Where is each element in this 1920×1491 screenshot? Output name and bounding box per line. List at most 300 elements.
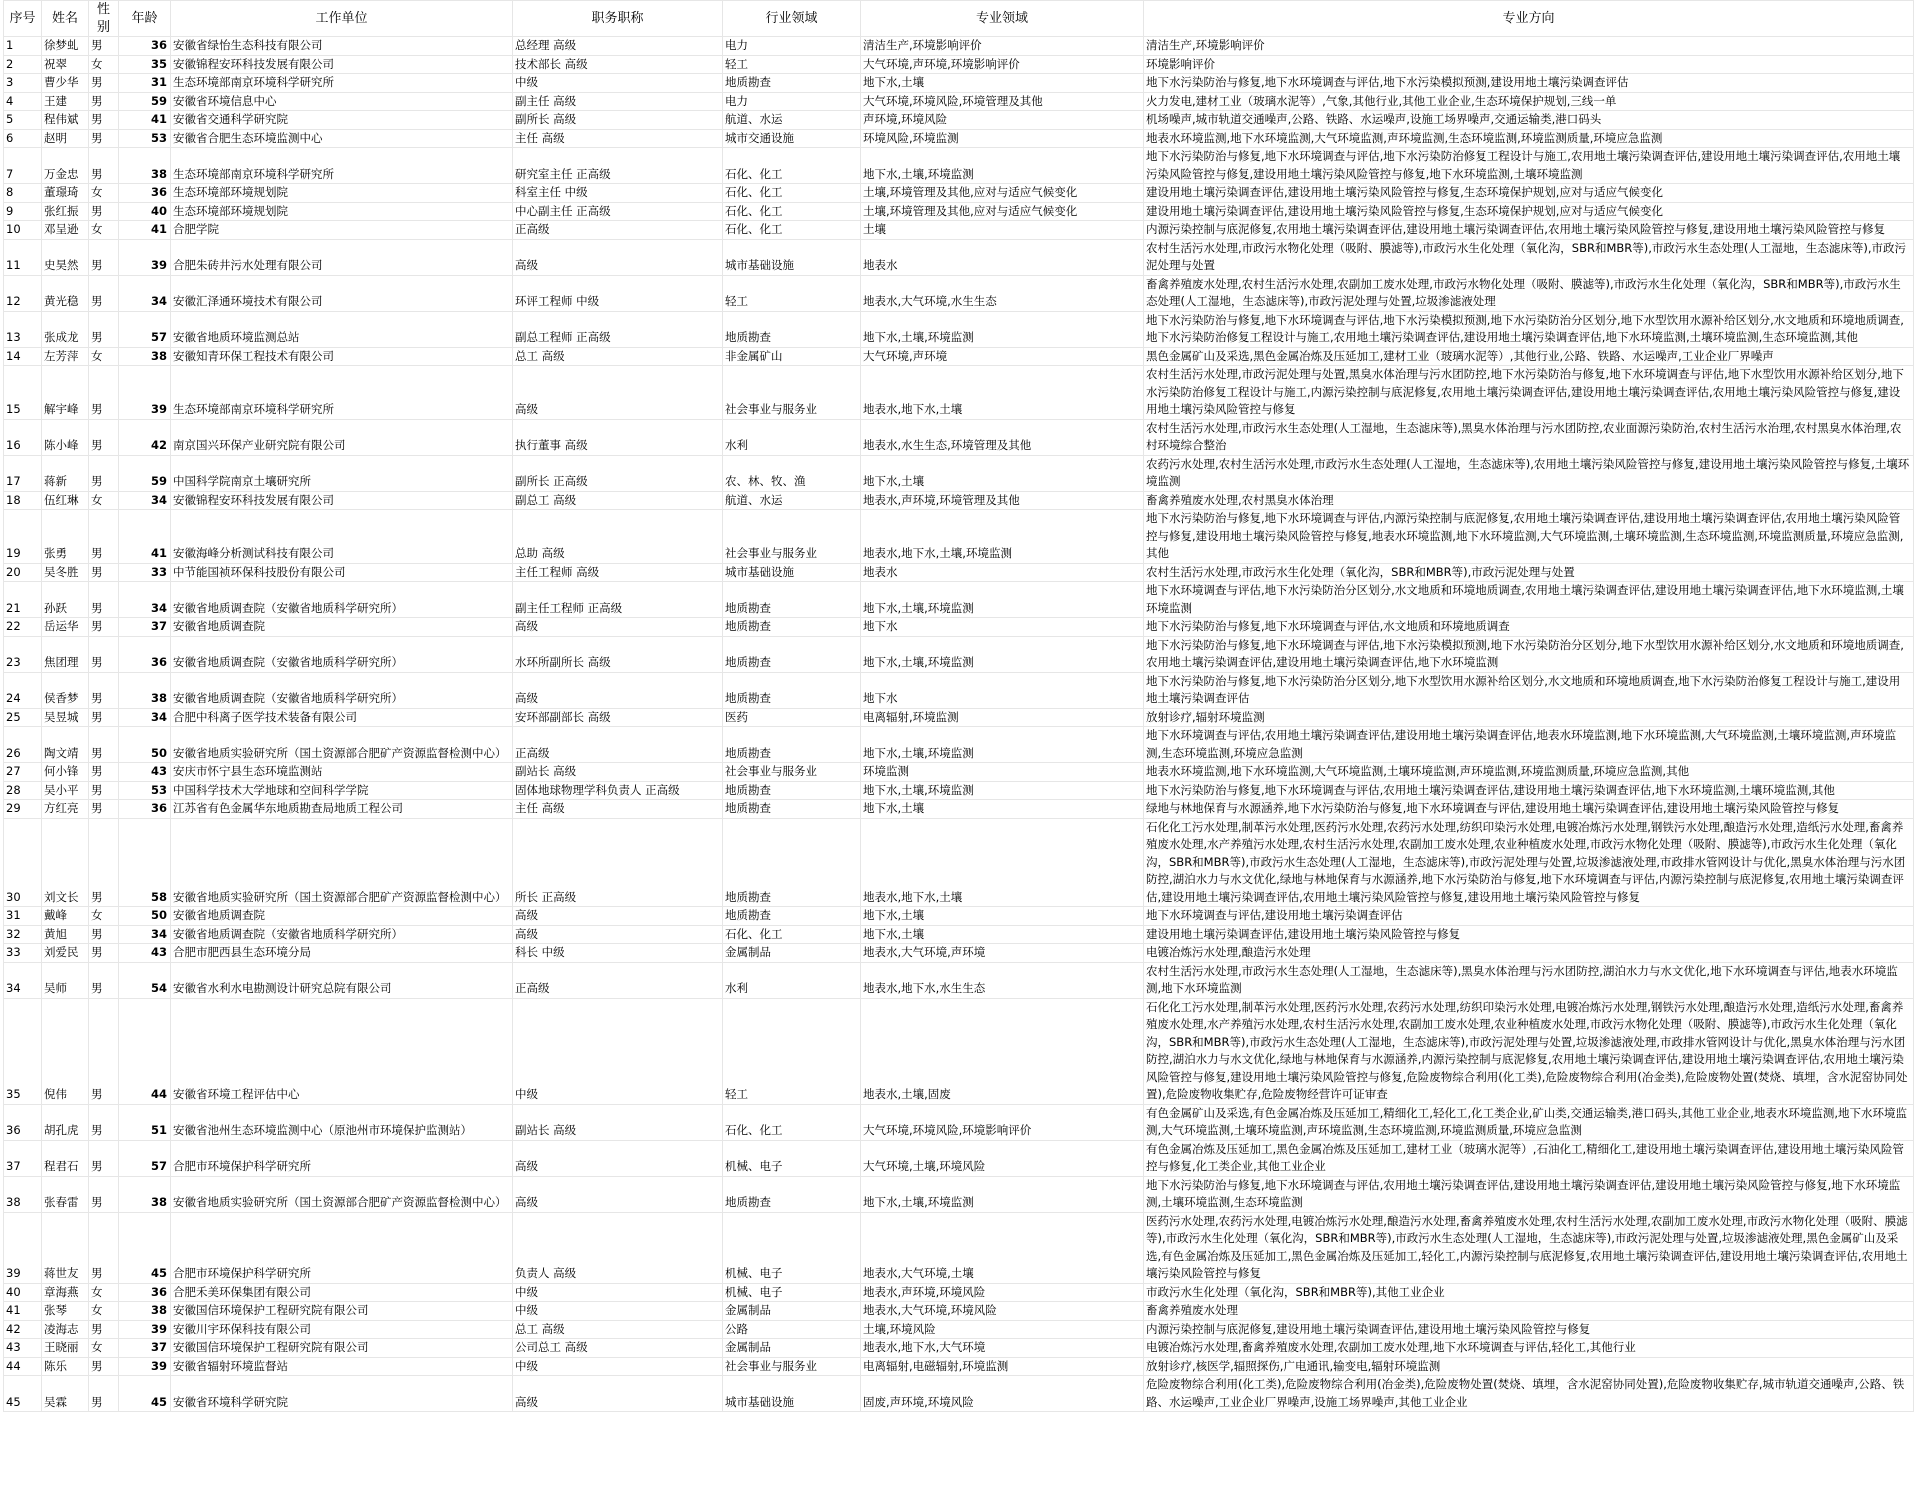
table-row (4, 1176, 1914, 1212)
col-gender-cell: 女 (89, 907, 119, 926)
col-age-cell: 36 (119, 636, 171, 672)
col-employer-cell: 安徽省地质调查院 (171, 618, 513, 637)
col-industry-cell: 地质勘查 (723, 727, 861, 763)
col-gender-cell: 女 (89, 1283, 119, 1302)
table-row (4, 962, 1914, 998)
col-age-cell: 50 (119, 727, 171, 763)
col-title-cell: 高级 (513, 672, 723, 708)
col-title-cell: 正高级 (513, 221, 723, 240)
table-row (4, 998, 1914, 1104)
col-employer-cell: 安徽省地质调查院（安徽省地质科学研究所） (171, 925, 513, 944)
col-title-cell: 副站长 高级 (513, 1104, 723, 1140)
col-name-cell: 岳运华 (42, 618, 89, 637)
col-industry-cell: 地质勘查 (723, 800, 861, 819)
col-title-cell: 正高级 (513, 727, 723, 763)
col-field-cell: 地表水,地下水,土壤,环境监测 (861, 510, 1144, 564)
col-title-cell: 高级 (513, 366, 723, 420)
col-age-cell: 39 (119, 366, 171, 420)
table-row (4, 221, 1914, 240)
col-gender-cell: 男 (89, 37, 119, 56)
col-index-cell: 12 (4, 275, 42, 311)
col-direction-cell: 有色金属矿山及采选,有色金属冶炼及压延加工,精细化工,轻化工,化工类企业,矿山类,交通运输类,港口码头,其他工业企业,地表水环境监测,地下水环境监测,大气环境监测,土壤环境监测,声环境监测,生态环境监测,环境监测质量,环境应急监测 (1144, 1104, 1914, 1140)
col-index-cell: 40 (4, 1283, 42, 1302)
col-industry-cell: 金属制品 (723, 1302, 861, 1321)
col-gender-cell: 男 (89, 1176, 119, 1212)
col-field-cell: 地下水 (861, 672, 1144, 708)
col-age-cell: 45 (119, 1376, 171, 1412)
col-title-cell: 副所长 正高级 (513, 455, 723, 491)
col-employer-cell: 安徽国信环境保护工程研究院有限公司 (171, 1339, 513, 1358)
col-index-cell: 42 (4, 1320, 42, 1339)
col-age-cell: 34 (119, 925, 171, 944)
table-row (4, 347, 1914, 366)
col-field-cell: 地表水 (861, 563, 1144, 582)
col-index-cell: 22 (4, 618, 42, 637)
col-gender-cell: 男 (89, 366, 119, 420)
col-name-cell: 蒋世友 (42, 1212, 89, 1283)
col-name-cell: 陈小峰 (42, 419, 89, 455)
col-industry-cell: 石化、化工 (723, 221, 861, 240)
col-age-cell: 37 (119, 618, 171, 637)
col-gender-cell: 男 (89, 148, 119, 184)
col-direction-cell: 火力发电,建材工业（玻璃水泥等）,气象,其他行业,其他工业企业,生态环境保护规划,三线一单 (1144, 92, 1914, 111)
col-industry-cell: 金属制品 (723, 944, 861, 963)
table-row (4, 1357, 1914, 1376)
col-industry-cell: 地质勘查 (723, 907, 861, 926)
col-industry-cell: 轻工 (723, 998, 861, 1104)
col-gender-cell: 男 (89, 1104, 119, 1140)
table-row (4, 1140, 1914, 1176)
table-row (4, 419, 1914, 455)
col-age-cell: 57 (119, 1140, 171, 1176)
col-field-cell: 地表水,地下水,大气环境 (861, 1339, 1144, 1358)
col-industry-cell: 石化、化工 (723, 184, 861, 203)
col-gender-cell: 男 (89, 1376, 119, 1412)
col-name-cell: 蒋新 (42, 455, 89, 491)
col-name-cell: 黄旭 (42, 925, 89, 944)
col-direction-cell: 农村生活污水处理,市政污水生化处理（氧化沟，SBR和MBR等),市政污泥处理与处置 (1144, 563, 1914, 582)
col-index-cell: 21 (4, 582, 42, 618)
col-field-cell: 地下水,土壤,环境监测 (861, 148, 1144, 184)
col-gender-cell: 男 (89, 781, 119, 800)
col-gender-cell: 男 (89, 1212, 119, 1283)
col-industry-cell: 航道、水运 (723, 111, 861, 130)
col-industry-cell: 城市基础设施 (723, 563, 861, 582)
col-direction-cell: 地下水环境调查与评估,建设用地土壤污染调查评估 (1144, 907, 1914, 926)
col-name-cell: 左芳萍 (42, 347, 89, 366)
col-age-cell: 51 (119, 1104, 171, 1140)
table-row (4, 944, 1914, 963)
col-name-cell: 陈乐 (42, 1357, 89, 1376)
col-index-cell: 39 (4, 1212, 42, 1283)
col-index-cell: 19 (4, 510, 42, 564)
col-age-cell: 45 (119, 1212, 171, 1283)
col-direction-cell: 环境影响评价 (1144, 55, 1914, 74)
col-employer-cell: 安徽海峰分析测试科技有限公司 (171, 510, 513, 564)
col-index-cell: 8 (4, 184, 42, 203)
col-title-cell: 公司总工 高级 (513, 1339, 723, 1358)
col-field-cell: 环境监测 (861, 763, 1144, 782)
col-index-cell: 36 (4, 1104, 42, 1140)
col-index-cell: 16 (4, 419, 42, 455)
col-index-cell: 18 (4, 491, 42, 510)
col-industry-cell: 地质勘查 (723, 74, 861, 93)
table-row (4, 800, 1914, 819)
col-field-cell: 地下水,土壤,环境监测 (861, 311, 1144, 347)
col-name-cell: 王建 (42, 92, 89, 111)
col-direction-cell: 地下水污染防治与修复,地下水环境调查与评估,水文地质和环境地质调查 (1144, 618, 1914, 637)
table-row (4, 510, 1914, 564)
col-field-cell: 地表水,地下水,土壤 (861, 818, 1144, 907)
table-row (4, 925, 1914, 944)
col-name-cell: 焦团理 (42, 636, 89, 672)
col-index-cell: 27 (4, 763, 42, 782)
col-direction-cell: 地下水污染防治与修复,地下水环境调查与评估,农用地土壤污染调查评估,建设用地土壤污染调查评估,建设用地土壤污染风险管控与修复,地下水环境监测,土壤环境监测,生态环境监测 (1144, 1176, 1914, 1212)
col-direction-cell: 农村生活污水处理,市政污水物化处理（吸附、膜滤等),市政污水生化处理（氧化沟，SBR和MBR等),市政污水生态处理(人工湿地，生态滤床等),市政污泥处理与处置 (1144, 239, 1914, 275)
col-field-cell: 地表水,声环境,环境风险 (861, 1283, 1144, 1302)
table-row (4, 111, 1914, 130)
col-age-cell: 36 (119, 1283, 171, 1302)
table-row (4, 1212, 1914, 1283)
col-gender-cell: 男 (89, 311, 119, 347)
col-name-cell: 陶文靖 (42, 727, 89, 763)
col-name-cell: 董璟琦 (42, 184, 89, 203)
col-direction-cell: 地下水污染防治与修复,地下水环境调查与评估,地下水污染模拟预测,地下水污染防治分区划分,地下水型饮用水源补给区划分,水文地质和环境地质调查,农用地土壤污染调查评估,建设用地土壤污染调查评估,地下水环境监测 (1144, 636, 1914, 672)
col-gender-cell: 男 (89, 455, 119, 491)
col-name-cell: 解宇峰 (42, 366, 89, 420)
col-gender-cell: 男 (89, 92, 119, 111)
col-name-cell: 王晓丽 (42, 1339, 89, 1358)
col-field-cell: 环境风险,环境监测 (861, 129, 1144, 148)
col-gender-cell: 男 (89, 1140, 119, 1176)
col-gender-cell: 男 (89, 74, 119, 93)
table-header (4, 1, 1914, 37)
col-employer-cell: 安徽省地质实验研究所（国土资源部合肥矿产资源监督检测中心） (171, 1176, 513, 1212)
col-direction-cell: 石化化工污水处理,制革污水处理,医药污水处理,农药污水处理,纺织印染污水处理,电镀冶炼污水处理,钢铁污水处理,酿造污水处理,造纸污水处理,畜禽养殖废水处理,水产养殖污水处理,农村生活污水处理,农副加工废水处理,农业种植废水处理,市政污水物化处理（吸附、膜滤等),市政污水生化处理（氧化沟，SBR和MBR等),市政污水生态处理(人工湿地，生态滤床等),市政污泥处理与处置,垃圾渗滤液处理,市政排水管网设计与优化,黑臭水体治理与污水团防控,湖泊水力与水文优化,绿地与林地保育与水源涵养,地下水污染防治与修复,地下水环境调查与评估,内源污染控制与底泥修复,农用地土壤污染调查评估,建设用地土壤污染调查评估,农用地土壤污染风险管控与修复,建设用地土壤污染风险管控与修复 (1144, 818, 1914, 907)
col-field-cell: 地表水,大气环境,土壤 (861, 1212, 1144, 1283)
col-gender-cell: 男 (89, 962, 119, 998)
col-title-cell: 副主任 高级 (513, 92, 723, 111)
table-row (4, 1339, 1914, 1358)
col-gender-cell: 男 (89, 563, 119, 582)
col-direction-cell: 畜禽养殖废水处理,农村黑臭水体治理 (1144, 491, 1914, 510)
col-employer-cell: 安徽国信环境保护工程研究院有限公司 (171, 1302, 513, 1321)
col-gender-cell: 男 (89, 800, 119, 819)
col-title-cell: 总工 高级 (513, 1320, 723, 1339)
col-employer-cell: 安徽省地质调查院（安徽省地质科学研究所） (171, 582, 513, 618)
col-gender-cell: 女 (89, 221, 119, 240)
col-industry-header: 行业领域 (723, 1, 861, 37)
col-field-cell: 电离辐射,环境监测 (861, 708, 1144, 727)
col-title-cell: 中级 (513, 1283, 723, 1302)
col-field-cell: 地下水 (861, 618, 1144, 637)
col-title-cell: 正高级 (513, 962, 723, 998)
col-direction-cell: 电镀冶炼污水处理,畜禽养殖废水处理,农副加工废水处理,地下水环境调查与评估,轻化工,其他行业 (1144, 1339, 1914, 1358)
col-name-cell: 赵明 (42, 129, 89, 148)
col-field-cell: 大气环境,声环境 (861, 347, 1144, 366)
col-employer-cell: 安徽川宇环保科技有限公司 (171, 1320, 513, 1339)
col-gender-cell: 男 (89, 202, 119, 221)
col-name-cell: 侯香梦 (42, 672, 89, 708)
col-direction-cell: 地下水污染防治与修复,地下水环境调查与评估,地下水污染模拟预测,建设用地土壤污染调查评估 (1144, 74, 1914, 93)
col-age-cell: 34 (119, 582, 171, 618)
col-age-cell: 39 (119, 1320, 171, 1339)
col-gender-cell: 男 (89, 111, 119, 130)
col-age-cell: 38 (119, 347, 171, 366)
col-index-cell: 24 (4, 672, 42, 708)
col-age-cell: 37 (119, 1339, 171, 1358)
col-industry-cell: 公路 (723, 1320, 861, 1339)
col-employer-cell: 安徽省水利水电勘测设计研究总院有限公司 (171, 962, 513, 998)
col-index-cell: 2 (4, 55, 42, 74)
col-industry-cell: 地质勘查 (723, 311, 861, 347)
col-industry-cell: 城市交通设施 (723, 129, 861, 148)
col-age-cell: 39 (119, 1357, 171, 1376)
col-employer-cell: 安庆市怀宁县生态环境监测站 (171, 763, 513, 782)
col-field-cell: 地表水 (861, 239, 1144, 275)
col-employer-cell: 合肥学院 (171, 221, 513, 240)
col-age-cell: 35 (119, 55, 171, 74)
col-field-cell: 地表水,地下水,土壤 (861, 366, 1144, 420)
col-name-cell: 黄光稳 (42, 275, 89, 311)
col-title-cell: 所长 正高级 (513, 818, 723, 907)
col-age-cell: 33 (119, 563, 171, 582)
col-title-cell: 科室主任 中级 (513, 184, 723, 203)
col-title-cell: 副总工程师 正高级 (513, 311, 723, 347)
col-gender-cell: 男 (89, 582, 119, 618)
col-gender-header: 性别 (89, 1, 119, 37)
col-field-cell: 地表水,声环境,环境管理及其他 (861, 491, 1144, 510)
col-industry-cell: 石化、化工 (723, 1104, 861, 1140)
col-title-header: 职务职称 (513, 1, 723, 37)
col-gender-cell: 男 (89, 763, 119, 782)
col-age-cell: 43 (119, 763, 171, 782)
col-employer-cell: 安徽汇泽通环境技术有限公司 (171, 275, 513, 311)
col-index-cell: 33 (4, 944, 42, 963)
col-title-cell: 总经理 高级 (513, 37, 723, 56)
table-row (4, 366, 1914, 420)
col-name-cell: 胡孔虎 (42, 1104, 89, 1140)
col-age-cell: 38 (119, 1302, 171, 1321)
col-employer-cell: 安徽锦程安环科技发展有限公司 (171, 491, 513, 510)
col-employer-cell: 生态环境部环境规划院 (171, 202, 513, 221)
col-direction-cell: 石化化工污水处理,制革污水处理,医药污水处理,农药污水处理,纺织印染污水处理,电镀冶炼污水处理,钢铁污水处理,酿造污水处理,造纸污水处理,畜禽养殖废水处理,水产养殖污水处理,农村生活污水处理,农副加工废水处理,农业种植废水处理,市政污水物化处理（吸附、膜滤等),市政污水生化处理（氧化沟，SBR和MBR等),市政污水生态处理(人工湿地，生态滤床等),市政污泥处理与处置,垃圾渗滤液处理,市政排水管网设计与优化,黑臭水体治理与污水团防控,湖泊水力与水文优化,绿地与林地保育与水源涵养,内源污染控制与底泥修复,农用地土壤污染调查评估,建设用地土壤污染调查评估,农用地土壤污染风险管控与修复,建设用地土壤污染风险管控与修复,危险废物综合利用(化工类),危险废物综合利用(冶金类),危险废物处置(焚烧、填埋，含水泥窑协同处置),危险废物收集贮存,危险废物经营许可证审查 (1144, 998, 1914, 1104)
col-name-cell: 张春雷 (42, 1176, 89, 1212)
col-field-header: 专业领域 (861, 1, 1144, 37)
col-title-cell: 高级 (513, 1140, 723, 1176)
col-industry-cell: 地质勘查 (723, 818, 861, 907)
col-industry-cell: 金属制品 (723, 1339, 861, 1358)
col-industry-cell: 非金属矿山 (723, 347, 861, 366)
col-employer-cell: 生态环境部南京环境科学研究所 (171, 74, 513, 93)
col-title-cell: 高级 (513, 618, 723, 637)
col-employer-cell: 安徽锦程安环科技发展有限公司 (171, 55, 513, 74)
col-gender-cell: 男 (89, 672, 119, 708)
col-name-cell: 程伟斌 (42, 111, 89, 130)
col-name-cell: 万金忠 (42, 148, 89, 184)
col-field-cell: 声环境,环境风险 (861, 111, 1144, 130)
col-employer-cell: 中国科学技术大学地球和空间科学学院 (171, 781, 513, 800)
col-title-cell: 中级 (513, 998, 723, 1104)
table-row (4, 636, 1914, 672)
col-age-header: 年龄 (119, 1, 171, 37)
table-row (4, 672, 1914, 708)
col-name-cell: 方红亮 (42, 800, 89, 819)
table-row (4, 1320, 1914, 1339)
col-industry-cell: 水利 (723, 419, 861, 455)
col-title-cell: 高级 (513, 1376, 723, 1412)
col-title-cell: 技术部长 高级 (513, 55, 723, 74)
col-direction-cell: 地表水环境监测,地下水环境监测,大气环境监测,土壤环境监测,声环境监测,环境监测质量,环境应急监测,其他 (1144, 763, 1914, 782)
col-name-cell: 吴霖 (42, 1376, 89, 1412)
col-index-cell: 6 (4, 129, 42, 148)
col-index-cell: 41 (4, 1302, 42, 1321)
col-name-cell: 伍红琳 (42, 491, 89, 510)
col-gender-cell: 男 (89, 275, 119, 311)
col-age-cell: 36 (119, 800, 171, 819)
col-employer-cell: 生态环境部南京环境科学研究所 (171, 366, 513, 420)
col-industry-cell: 地质勘查 (723, 636, 861, 672)
col-industry-cell: 地质勘查 (723, 1176, 861, 1212)
col-name-cell: 吴小平 (42, 781, 89, 800)
col-age-cell: 36 (119, 37, 171, 56)
col-age-cell: 38 (119, 148, 171, 184)
col-title-cell: 高级 (513, 907, 723, 926)
col-index-cell: 11 (4, 239, 42, 275)
col-direction-cell: 畜禽养殖废水处理 (1144, 1302, 1914, 1321)
col-direction-cell: 放射诊疗,辐射环境监测 (1144, 708, 1914, 727)
col-gender-cell: 男 (89, 925, 119, 944)
col-index-cell: 26 (4, 727, 42, 763)
col-direction-cell: 农村生活污水处理,市政污水生态处理(人工湿地，生态滤床等),黑臭水体治理与污水团防控,湖泊水力与水文优化,地下水环境调查与评估,地表水环境监测,地下水环境监测 (1144, 962, 1914, 998)
col-direction-cell: 机场噪声,城市轨道交通噪声,公路、铁路、水运噪声,设施工场界噪声,交通运输类,港口码头 (1144, 111, 1914, 130)
col-title-cell: 水环所副所长 高级 (513, 636, 723, 672)
col-direction-cell: 建设用地土壤污染调查评估,建设用地土壤污染风险管控与修复 (1144, 925, 1914, 944)
table-row (4, 239, 1914, 275)
col-name-cell: 程君石 (42, 1140, 89, 1176)
col-age-cell: 31 (119, 74, 171, 93)
col-gender-cell: 女 (89, 1339, 119, 1358)
col-industry-cell: 石化、化工 (723, 148, 861, 184)
col-industry-cell: 社会事业与服务业 (723, 763, 861, 782)
col-industry-cell: 轻工 (723, 275, 861, 311)
expert-table (3, 0, 1914, 1412)
col-direction-cell: 地下水环境调查与评估,农用地土壤污染调查评估,建设用地土壤污染调查评估,地表水环境监测,地下水环境监测,大气环境监测,土壤环境监测,声环境监测,生态环境监测,环境应急监测 (1144, 727, 1914, 763)
col-industry-cell: 城市基础设施 (723, 1376, 861, 1412)
col-field-cell: 地表水,土壤,固废 (861, 998, 1144, 1104)
col-title-cell: 中级 (513, 74, 723, 93)
col-employer-cell: 安徽省环境信息中心 (171, 92, 513, 111)
table-row (4, 781, 1914, 800)
col-direction-cell: 内源污染控制与底泥修复,建设用地土壤污染调查评估,建设用地土壤污染风险管控与修复 (1144, 1320, 1914, 1339)
col-name-header: 姓名 (42, 1, 89, 37)
col-direction-cell: 清洁生产,环境影响评价 (1144, 37, 1914, 56)
col-title-cell: 副站长 高级 (513, 763, 723, 782)
col-direction-cell: 建设用地土壤污染调查评估,建设用地土壤污染风险管控与修复,生态环境保护规划,应对与适应气候变化 (1144, 184, 1914, 203)
col-field-cell: 地下水,土壤,环境监测 (861, 727, 1144, 763)
col-index-cell: 32 (4, 925, 42, 944)
col-title-cell: 高级 (513, 925, 723, 944)
col-index-cell: 14 (4, 347, 42, 366)
col-employer-cell: 安徽省地质实验研究所（国土资源部合肥矿产资源监督检测中心） (171, 818, 513, 907)
col-name-cell: 邓呈逊 (42, 221, 89, 240)
col-employer-cell: 江苏省有色金属华东地质勘查局地质工程公司 (171, 800, 513, 819)
col-gender-cell: 男 (89, 1320, 119, 1339)
col-employer-cell: 合肥朱砖井污水处理有限公司 (171, 239, 513, 275)
col-direction-cell: 地下水污染防治与修复,地下水污染防治分区划分,地下水型饮用水源补给区划分,水文地质和环境地质调查,地下水污染防治修复工程设计与施工,建设用地土壤污染调查评估 (1144, 672, 1914, 708)
col-name-cell: 刘文长 (42, 818, 89, 907)
col-direction-header: 专业方向 (1144, 1, 1914, 37)
col-direction-cell: 绿地与林地保育与水源涵养,地下水污染防治与修复,地下水环境调查与评估,建设用地土壤污染调查评估,建设用地土壤污染风险管控与修复 (1144, 800, 1914, 819)
col-name-cell: 何小锋 (42, 763, 89, 782)
col-gender-cell: 男 (89, 636, 119, 672)
col-title-cell: 副所长 高级 (513, 111, 723, 130)
col-employer-cell: 合肥市环境保护科学研究所 (171, 1140, 513, 1176)
col-age-cell: 41 (119, 111, 171, 130)
col-index-cell: 43 (4, 1339, 42, 1358)
col-employer-cell: 安徽省环境科学研究院 (171, 1376, 513, 1412)
col-direction-cell: 医药污水处理,农药污水处理,电镀冶炼污水处理,酿造污水处理,畜禽养殖废水处理,农村生活污水处理,农副加工废水处理,市政污水物化处理（吸附、膜滤等),市政污水生化处理（氧化沟，SBR和MBR等),市政污水生态处理(人工湿地，生态滤床等),市政污泥处理与处置,垃圾渗滤液处理,黑色金属矿山及采选,有色金属冶炼及压延加工,黑色金属冶炼及压延加工,轻化工,内源污染控制与底泥修复,农用地土壤污染调查评估,建设用地土壤污染调查评估,农用地土壤污染风险管控与修复 (1144, 1212, 1914, 1283)
col-employer-cell: 安徽知青环保工程技术有限公司 (171, 347, 513, 366)
col-industry-cell: 电力 (723, 92, 861, 111)
col-name-cell: 张琴 (42, 1302, 89, 1321)
col-employer-cell: 中国科学院南京土壤研究所 (171, 455, 513, 491)
col-title-cell: 主任工程师 高级 (513, 563, 723, 582)
col-index-cell: 31 (4, 907, 42, 926)
col-field-cell: 土壤 (861, 221, 1144, 240)
col-age-cell: 34 (119, 491, 171, 510)
col-direction-cell: 地下水污染防治与修复,地下水环境调查与评估,地下水污染防治修复工程设计与施工,农用地土壤污染调查评估,建设用地土壤污染调查评估,农用地土壤污染风险管控与修复,建设用地土壤污染风险管控与修复,地下水环境监测,土壤环境监测 (1144, 148, 1914, 184)
table-row (4, 311, 1914, 347)
col-name-cell: 吴师 (42, 962, 89, 998)
col-name-cell: 吴冬胜 (42, 563, 89, 582)
col-employer-cell: 中节能国祯环保科技股份有限公司 (171, 563, 513, 582)
col-field-cell: 地表水,水生生态,环境管理及其他 (861, 419, 1144, 455)
col-industry-cell: 社会事业与服务业 (723, 510, 861, 564)
col-field-cell: 地下水,土壤,环境监测 (861, 1176, 1144, 1212)
col-gender-cell: 男 (89, 510, 119, 564)
col-direction-cell: 地下水污染防治与修复,地下水环境调查与评估,地下水污染模拟预测,地下水污染防治分区划分,地下水型饮用水源补给区划分,水文地质和环境地质调查,地下水污染防治修复工程设计与施工,农用地土壤污染调查评估,建设用地土壤污染调查评估,地下水环境监测,土壤环境监测,生态环境监测,其他 (1144, 311, 1914, 347)
col-title-cell: 中级 (513, 1357, 723, 1376)
col-industry-cell: 机械、电子 (723, 1212, 861, 1283)
col-field-cell: 地表水,大气环境,环境风险 (861, 1302, 1144, 1321)
col-name-cell: 张成龙 (42, 311, 89, 347)
col-index-cell: 23 (4, 636, 42, 672)
table-row (4, 1104, 1914, 1140)
table-row (4, 1302, 1914, 1321)
col-industry-cell: 石化、化工 (723, 202, 861, 221)
col-employer-cell: 生态环境部环境规划院 (171, 184, 513, 203)
col-employer-cell: 安徽省交通科学研究院 (171, 111, 513, 130)
col-gender-cell: 女 (89, 184, 119, 203)
col-age-cell: 38 (119, 1176, 171, 1212)
col-index-cell: 17 (4, 455, 42, 491)
col-index-cell: 7 (4, 148, 42, 184)
col-index-cell: 34 (4, 962, 42, 998)
col-gender-cell: 男 (89, 727, 119, 763)
col-industry-cell: 城市基础设施 (723, 239, 861, 275)
col-name-cell: 祝翠 (42, 55, 89, 74)
col-industry-cell: 石化、化工 (723, 925, 861, 944)
col-index-cell: 4 (4, 92, 42, 111)
col-index-header: 序号 (4, 1, 42, 37)
table-row (4, 708, 1914, 727)
col-direction-cell: 农村生活污水处理,市政污水生态处理(人工湿地，生态滤床等),黑臭水体治理与污水团防控,农业面源污染防治,农村生活污水治理,农村黑臭水体治理,农村环境综合整治 (1144, 419, 1914, 455)
col-index-cell: 28 (4, 781, 42, 800)
col-title-cell: 总助 高级 (513, 510, 723, 564)
table-row (4, 1376, 1914, 1412)
col-gender-cell: 男 (89, 618, 119, 637)
